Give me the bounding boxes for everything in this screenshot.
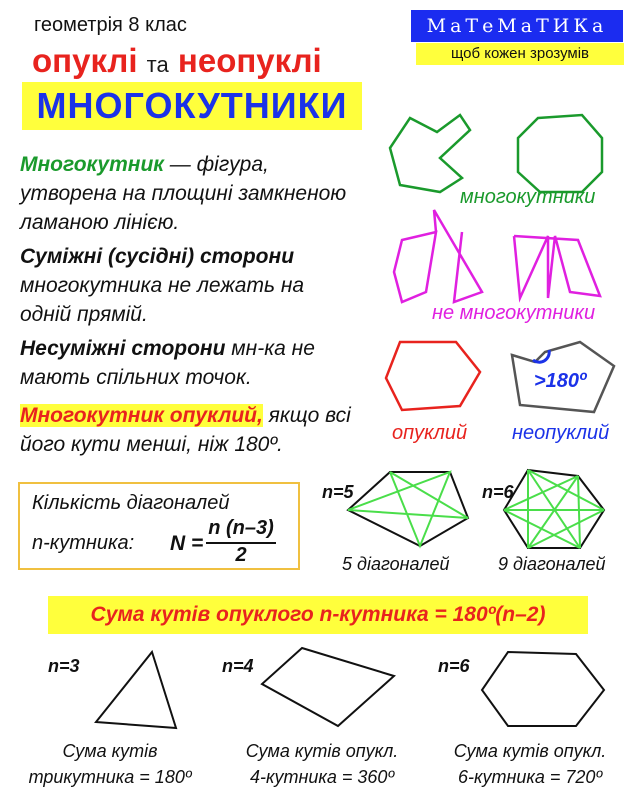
term-polygon: Многокутник	[20, 153, 164, 176]
formula-lhs: N =	[170, 532, 204, 555]
diagonals-line1: Кількість діагоналей	[32, 492, 230, 514]
caption-hexagon-l1: Сума кутів опукл.	[453, 741, 607, 761]
label-not-polygons: не многокутники	[432, 302, 596, 324]
caption-triangle-l2: трикутника = 180º	[28, 767, 192, 787]
title-convex: опуклі	[32, 42, 138, 79]
label-n3: n=3	[48, 656, 80, 676]
caption-hexagon-l2: 6-кутника = 720º	[457, 767, 603, 787]
polygon-green-nonconvex	[390, 115, 470, 192]
caption-quadrilateral-l1: Сума кутів опукл.	[245, 741, 399, 761]
quadrilateral	[262, 648, 394, 726]
page-title: МНОГОКУТНИКИ	[22, 82, 362, 130]
text-adjacent: многокутника не лежать на одній прямій.	[20, 274, 305, 326]
label-polygons: многокутники	[460, 186, 596, 208]
label-n6-sum: n=6	[438, 656, 470, 676]
caption-triangle	[10, 738, 210, 790]
nonpolygon-magenta-1	[394, 232, 436, 302]
pentagon-diagonals	[348, 472, 468, 546]
brand-name: МаТеМаТИКа	[411, 10, 623, 42]
grade-label: геометрія 8 клас	[34, 14, 187, 36]
caption-quadrilateral	[222, 738, 422, 790]
label-n6-diagonals: n=6	[482, 482, 514, 502]
caption-9-diagonals: 9 діагоналей	[498, 554, 606, 574]
label-nonconvex: неопуклий	[512, 422, 610, 444]
title-and: та	[146, 52, 169, 77]
formula-denominator: 2	[235, 544, 247, 566]
label-angle: >180º	[534, 370, 587, 392]
polygon-green-octagon	[518, 115, 602, 192]
formula-numerator: n (n–3)	[208, 517, 274, 539]
caption-5-diagonals: 5 діагоналей	[342, 554, 450, 574]
triangle	[96, 652, 176, 728]
caption-quadrilateral-l2: 4-кутника = 360º	[249, 767, 395, 787]
label-convex: опуклий	[392, 422, 468, 444]
term-adjacent: Суміжні (сусідні) сторони	[20, 245, 295, 268]
nonpolygon-magenta-1-cross	[434, 210, 482, 302]
nonpolygon-magenta-2	[514, 236, 600, 298]
term-nonadjacent: Несуміжні сторони	[20, 337, 226, 360]
caption-triangle-l1: Сума кутів	[62, 741, 158, 761]
diagonals-line2: n-кутника:	[32, 532, 135, 554]
text-convex: якщо всі його кути менші, ніж 180º.	[20, 404, 351, 456]
angle-sum-rule: Сума кутів опуклого n-кутника = 180º(n–2)	[48, 596, 588, 634]
convex-red-polygon	[386, 342, 480, 410]
caption-hexagon	[430, 738, 630, 790]
text-nonadjacent: мн-ка не мають спільних точок.	[20, 337, 315, 389]
term-convex: Многокутник опуклий,	[20, 404, 263, 427]
title-nonconvex: неопуклі	[177, 42, 322, 79]
label-n5: n=5	[322, 482, 354, 502]
label-n4: n=4	[222, 656, 254, 676]
hexagon-sum	[482, 652, 604, 726]
text-polygon: — фігура, утворена на площині замкненою ламаною лінією.	[20, 153, 347, 234]
brand-tagline: щоб кожен зрозумів	[416, 43, 624, 65]
